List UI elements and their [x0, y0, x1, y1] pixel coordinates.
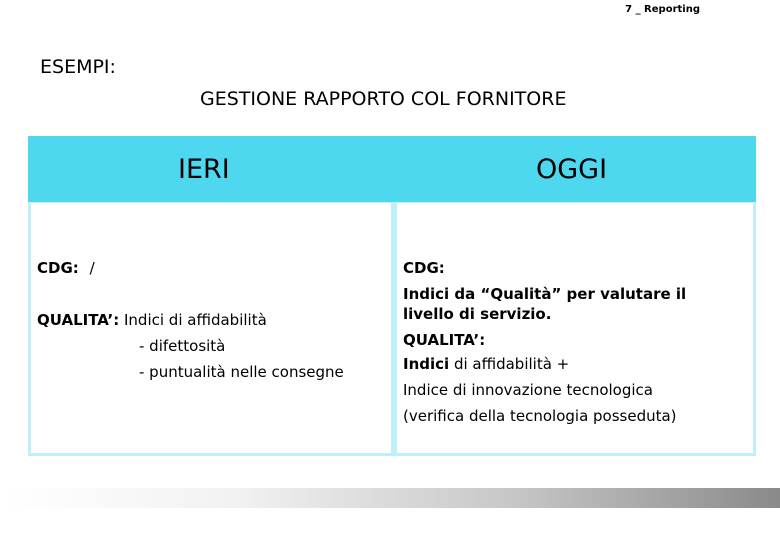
column-header-oggi: OGGI: [536, 154, 608, 185]
cdg-text-2: livello di servizio.: [403, 305, 552, 323]
section-label: 7 _ Reporting: [625, 4, 700, 15]
qualita-line-3-right: (verifica della tecnologia posseduta): [403, 407, 677, 425]
cdg-row-left: [37, 259, 95, 277]
cdg-label: CDG:: [37, 259, 79, 277]
qualita-line-3: - puntualità nelle consegne: [139, 363, 344, 381]
cdg-text-1: Indici da “Qualità” per valutare il: [403, 285, 687, 303]
column-header-ieri: IERI: [178, 154, 230, 185]
qualita-row-left: [37, 311, 267, 329]
qualita-line-2: - difettosità: [139, 337, 226, 355]
cell-oggi: [394, 202, 756, 456]
cdg-value: /: [89, 259, 95, 277]
table-header-band: [28, 136, 756, 202]
qualita-line-2-right: Indice di innovazione tecnologica: [403, 381, 653, 399]
qualita-label-right: QUALITA’:: [403, 331, 486, 349]
qualita-label: QUALITA’:: [37, 311, 120, 329]
cell-ieri: [28, 202, 394, 456]
qualita-line-1: Indici di affidabilità: [124, 311, 267, 329]
qualita-bold-part: Indici: [403, 355, 450, 373]
qualita-line-1-right: [403, 355, 569, 373]
comparison-table: [28, 136, 756, 458]
cdg-label-right: CDG:: [403, 259, 445, 277]
qualita-line1-rest: di affidabilità +: [449, 355, 570, 373]
slide-subtitle: GESTIONE RAPPORTO COL FORNITORE: [200, 88, 567, 110]
examples-heading: ESEMPI:: [40, 56, 116, 78]
footer-gradient-bar: [0, 488, 780, 508]
